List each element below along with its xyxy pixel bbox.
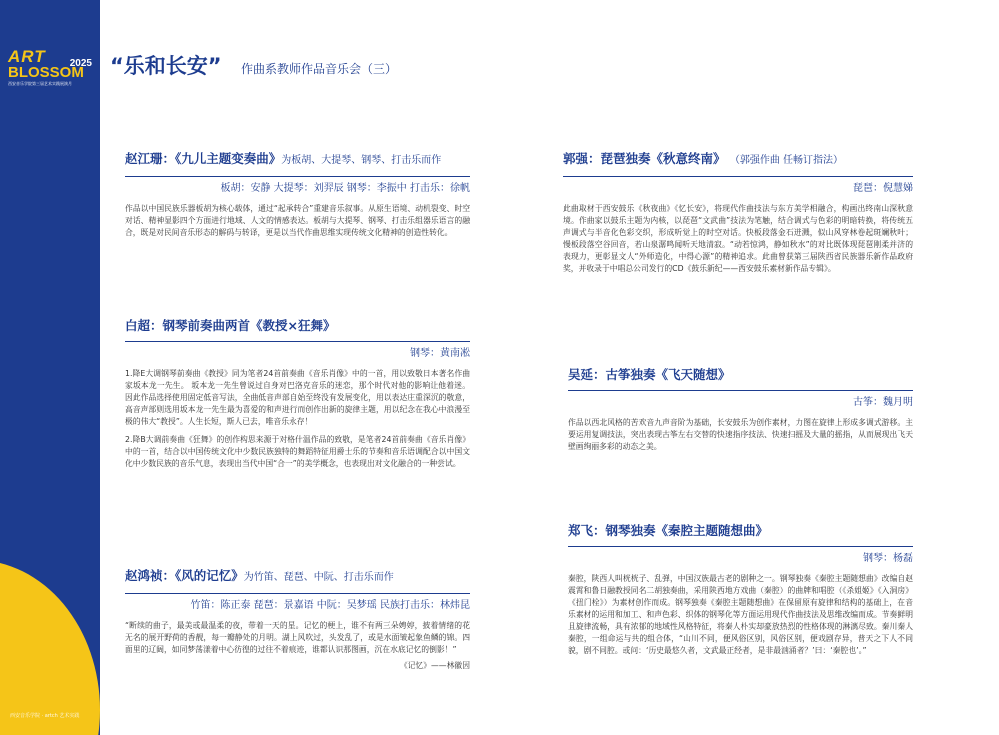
program-note	[568, 417, 913, 453]
divider	[125, 176, 470, 177]
performers: 钢琴：黄南凇	[410, 348, 470, 359]
sidebar-band	[0, 0, 100, 735]
note-paragraph: “断续的曲子，最美或最温柔的夜，带着一天的星。记忆的梗上，谁不有两三朵娉婷，披着情绪的花无名的展开野荷的香靓，每一瓣静处的月明。湖上风吹过，头发乱了，或是水面皱起象鱼鳞的锦。四面里的辽阔，如同梦荡漾着中心彷徨的过往不着痕迹，谁都认识那图画，沉在水底记忆的倒影！”	[125, 621, 470, 654]
program-item-guo-qiang	[563, 150, 913, 275]
note-paragraph: 作品以中国民族乐器板胡为核心载体，通过“起承转合”重建音乐叙事。从原生语境、动机裂变、时空对话、精神显影四个方面进行地域、人文的情感表达。板胡与大提琴、钢琴、打击乐组器乐语言的融合，既是对民间音乐形态的解码与转译，更是以当代作曲思维实现传统文化精神的创造性转化。	[125, 204, 470, 237]
divider	[568, 390, 913, 391]
decorative-yellow-arc	[0, 560, 100, 735]
performers: 古筝：魏月明	[853, 397, 913, 408]
note-paragraph: 作品以西北风格的苦欢音九声音阶为基础，长安鼓乐为创作素材，力图在旋律上形成多调式游移。主要运用复调技法，突出表现古筝左右交替的快速指序技法、快速扫摇及大量的摇指，从而展现出飞天壁画绚丽多彩的动态之美。	[568, 418, 913, 451]
sponsor-logos: 西安音乐学院 · artch 艺术实践	[10, 713, 80, 719]
logo-art-text: ART	[8, 47, 46, 66]
page-title: “乐和长安”	[110, 54, 222, 78]
piece-title: 郑飞：钢琴独奏《秦腔主题随想曲》	[568, 523, 769, 538]
program-note	[568, 573, 913, 657]
program-note	[125, 620, 470, 656]
divider	[568, 546, 913, 547]
note-paragraph: 1.降E大调钢琴前奏曲《教授》同为笔者24首前奏曲《音乐肖像》中的一首，用以致敬日本著名作曲家坂本龙一先生。 坂本龙一先生曾说过自身对巴洛克音乐的迷恋，那个时代对他的影响让他着迷。 因此作品选择使用固定低音写法，全曲低音声部自始至终没有发展变化，用以表达庄重深沉的敬意，高音声部则选用坂本龙一先生最为喜爱的和声进行而创作出新的旋律主题，用以纪念在我心中浪漫至极的伟大“教授”。人生长短，斯人已去，唯音乐永存！	[125, 369, 470, 426]
program-note	[563, 203, 913, 275]
piece-title: 赵江珊：《九儿主题变奏曲》为板胡、大提琴、钢琴、打击乐而作	[125, 151, 442, 166]
piece-description: 为板胡、大提琴、钢琴、打击乐而作	[281, 155, 442, 166]
note-paragraph: 此曲取材于西安鼓乐《秋夜曲》《忆长安》，将现代作曲技法与东方美学相融合，构画出终南山深秋意境。作曲家以鼓乐主题为内核，以琵琶“文武曲”技法为笔触，结合调式与色彩的明暗转换，将传统五声调式与半音化色彩交织，形成听觉上的时空对话。快板段落金石迸溅，似山风穿林卷起斑斓秋叶；慢板段落空谷回音，若山泉潺鸣闻听天地清寂。“动若惊鸿，静如秋水”的对比既体现琵琶刚柔并济的表现力，更彰显文人“外师造化，中得心源”的精神追求。此曲曾获第三届陕西省民族器乐新作品政府奖，并收录于中唱总公司发行的CD《鼓乐新纪——西安鼓乐素材新作品专辑》。	[563, 204, 913, 273]
note-paragraph: 秦腔，陕西人叫桄桄子、乱弹，中国汉族最古老的剧种之一。钢琴独奏《秦腔主题随想曲》改编自赵震霄和鲁日融教授同名二胡独奏曲，采用陕西地方戏曲（秦腔）的曲牌和唱腔（《杀姐姬》《入洞房》《扭门栓》）为素材创作而成。钢琴独奏《秦腔主题随想曲》在保留原有旋律和结构的基础上，在音乐素材的运用和加工、和声色彩、织体的钢琴化等方面运用现代作曲技法及思维改编而成。节奏鲜明且旋律流畅，具有浓郁的地域性风格特征，将秦人朴实却豪放热烈的性格体现的淋漓尽致。秦川秦人秦腔，一组命运与共的组合体，“山川不同，便风俗区别，风俗区别，便戏剧存异，普天之下人不同貌，剧不同腔。或问：‘历史最悠久者，文武最正经者，是非最汹涌者？’曰：‘秦腔也’。”	[568, 574, 913, 655]
festival-logo	[8, 48, 94, 87]
piece-title: 赵鸿祯：《风的记忆》为竹笛、琵琶、中阮、打击乐而作	[125, 568, 394, 583]
divider	[563, 176, 913, 177]
divider	[125, 593, 470, 594]
piece-title: 郭强：琵琶独奏《秋意终南》 （郭强作曲 任畅订指法）	[563, 151, 844, 166]
logo-year: 2025	[69, 58, 92, 69]
performers: 竹笛：陈正泰 琵琶：景嘉语 中阮：吴梦瑶 民族打击乐：林炜昆	[190, 600, 470, 611]
divider	[125, 341, 470, 342]
piece-description: 为竹笛、琵琶、中阮、打击乐而作	[243, 572, 394, 583]
program-item-zhao-hongzhen	[125, 567, 470, 671]
program-item-zhao-jiangshan	[125, 150, 470, 239]
logo-blossom-text: BLOSSOM	[8, 64, 84, 81]
logo-subtitle: 西安音乐学院第三届艺术实践展演月	[8, 81, 72, 86]
quote-attribution: 《记忆》——林徽因	[399, 661, 470, 670]
performers: 琵琶：倪慧娣	[853, 183, 913, 194]
piece-description: （郭强作曲 任畅订指法）	[729, 155, 844, 166]
program-item-zheng-fei	[568, 522, 913, 657]
page-subtitle: 作曲系教师作品音乐会（三）	[241, 62, 398, 76]
performers: 钢琴：杨磊	[863, 553, 913, 564]
program-item-wu-yan	[568, 366, 913, 453]
piece-title: 白超：钢琴前奏曲两首《教授×狂舞》	[125, 318, 336, 333]
program-item-bai-chao	[125, 317, 470, 470]
note-paragraph: 2.降B大调前奏曲《狂舞》的创作构思来源于对格什温作品的致敬，是笔者24首前奏曲《音乐肖像》中的一首，结合以中国传统文化中少数民族独特的舞蹈特征用爵士乐的节奏和音乐语调配合以中国文化中少数民族的音乐气息，表现出当代中国“合一”的美学概念，也表现出对文化融合的一种尝试。	[125, 435, 470, 468]
piece-title: 吴延：古筝独奏《飞天随想》	[568, 367, 731, 382]
program-note	[125, 203, 470, 239]
performers: 板胡：安静 大提琴：刘羿辰 钢琴：李振中 打击乐：徐帆	[220, 183, 470, 194]
program-note	[125, 368, 470, 470]
